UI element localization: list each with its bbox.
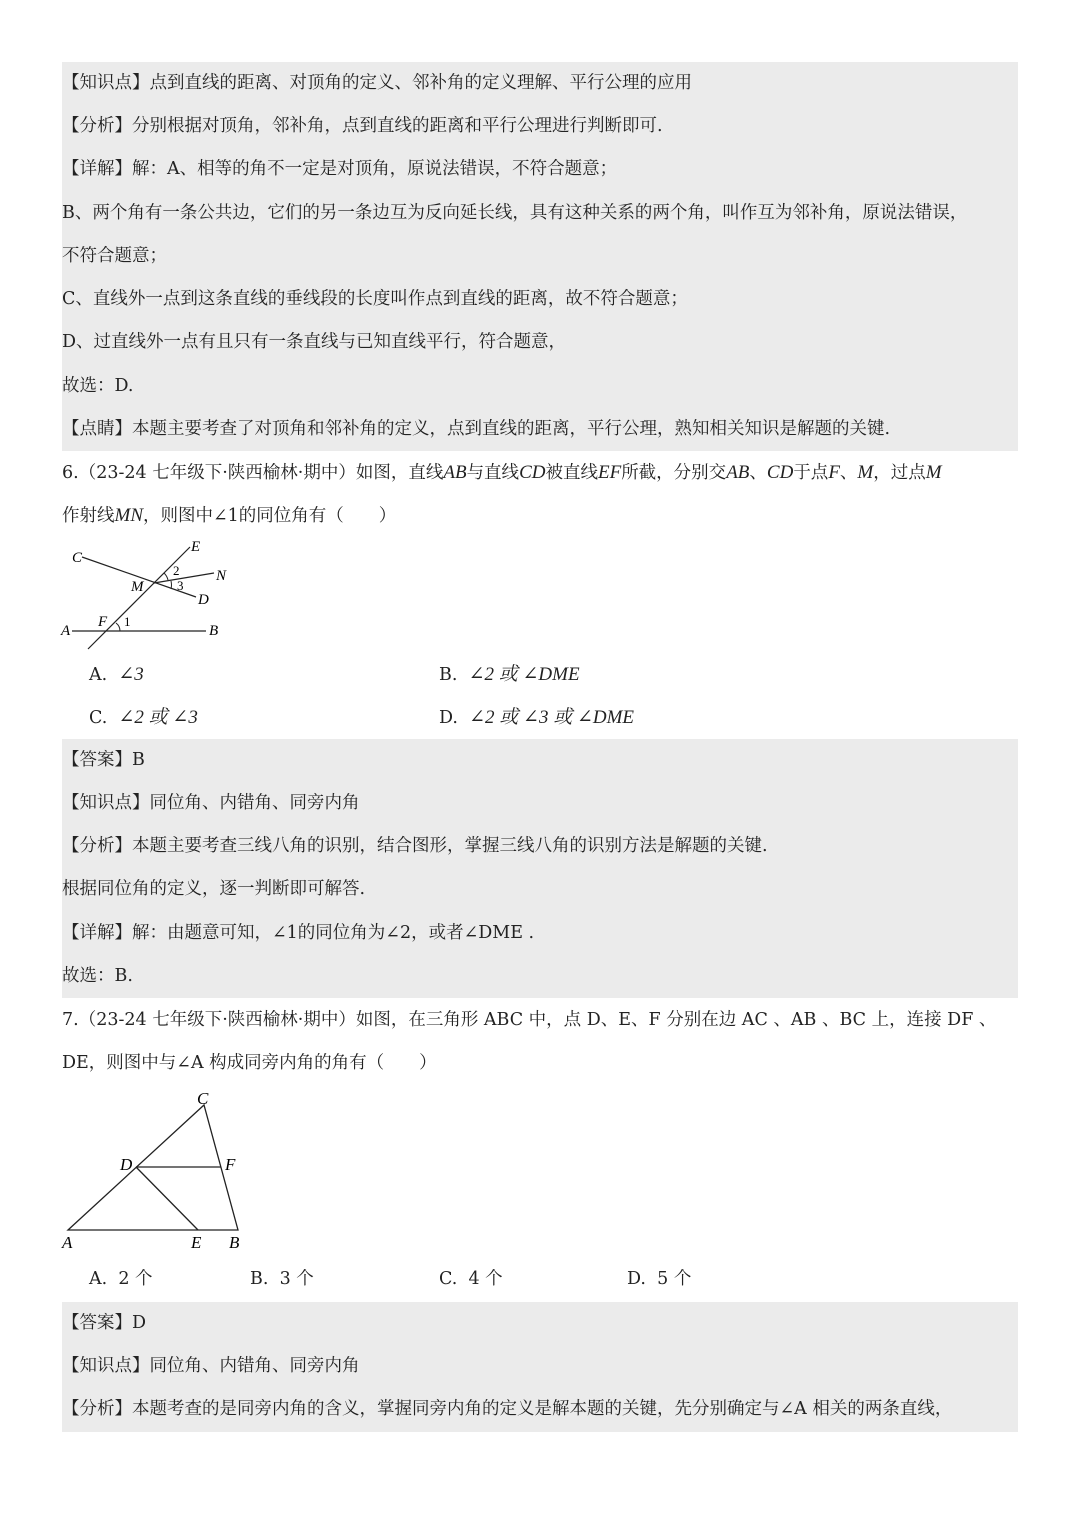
- label-a: A: [62, 1233, 73, 1252]
- segment-de: [136, 1167, 198, 1230]
- option-letter: B.: [439, 665, 458, 685]
- q6-stem-line-2: [62, 494, 1018, 537]
- option-text: ∠2 或 ∠3 或 ∠DME: [469, 707, 635, 728]
- label-angle-1: 1: [124, 614, 131, 629]
- q6-math-cd: CD: [766, 462, 794, 483]
- option-text: 3 个: [279, 1269, 314, 1289]
- q5-comment: 【点睛】本题主要考查了对顶角和邻补角的定义，点到直线的距离，平行公理，熟知相关知识是解题的关键.: [62, 419, 891, 439]
- q7-option-a[interactable]: [89, 1258, 153, 1301]
- q5-detail-3: 不符合题意；: [62, 246, 167, 266]
- option-letter: C.: [439, 1269, 458, 1289]
- q6-knowledge: 【知识点】同位角、内错角、同旁内角: [62, 793, 360, 813]
- q7-answer: 【答案】D: [62, 1313, 147, 1333]
- q6-figure: [58, 535, 238, 655]
- q6-math-f: F: [828, 462, 840, 483]
- option-text: 2 个: [118, 1269, 153, 1289]
- label-e: E: [191, 539, 201, 555]
- q6-text: 、: [749, 463, 767, 483]
- q6-answer: 【答案】B: [62, 750, 145, 770]
- label-n: N: [216, 568, 227, 584]
- q6-prefix: 6.（23-24 七年级下·陕西榆林·期中）如图，直线: [62, 463, 444, 483]
- q6-text: 被直线: [545, 463, 598, 483]
- option-text: 5 个: [657, 1269, 692, 1289]
- q6-analysis: 【分析】本题主要考查三线八角的识别，结合图形，掌握三线八角的识别方法是解题的关键.: [62, 836, 768, 856]
- q6-text: ，过点: [873, 463, 926, 483]
- q6-math-m: M: [925, 462, 942, 483]
- label-a: A: [61, 623, 71, 639]
- q5-knowledge: 【知识点】点到直线的距离、对顶角的定义、邻补角的定义理解、平行公理的应用: [62, 73, 692, 93]
- q5-detail-4: C、直线外一点到这条直线的垂线段的长度叫作点到直线的距离，故不符合题意；: [62, 289, 688, 309]
- label-b: B: [229, 1233, 240, 1252]
- option-text: ∠3: [118, 664, 144, 685]
- q5-choice: 故选：D.: [62, 376, 134, 396]
- label-e: E: [191, 1233, 202, 1252]
- q6-math-cd: CD: [519, 462, 546, 483]
- q6-math-ab: AB: [726, 462, 750, 483]
- label-angle-2: 2: [173, 563, 180, 578]
- q6-choice: 故选：B.: [62, 966, 133, 986]
- q6-math-ab: AB: [443, 462, 467, 483]
- label-m: M: [131, 579, 144, 595]
- angle-arc-1: [116, 623, 120, 631]
- q6-option-b[interactable]: [439, 653, 580, 696]
- option-letter: B.: [250, 1269, 269, 1289]
- q5-detail-5: D、过直线外一点有且只有一条直线与已知直线平行，符合题意，: [62, 332, 567, 352]
- label-b: B: [209, 623, 219, 639]
- q6-text: 于点: [793, 463, 829, 483]
- q5-analysis: 【分析】分别根据对顶角，邻补角，点到直线的距离和平行公理进行判断即可.: [62, 116, 663, 136]
- q7-option-d[interactable]: [627, 1258, 691, 1301]
- angle-arc-2: [164, 573, 168, 580]
- option-text: 4 个: [468, 1269, 503, 1289]
- q6-detail: 【详解】解：由题意可知，∠1的同位角为∠2，或者∠DME .: [62, 923, 535, 943]
- q7-analysis: 【分析】本题考查的是同旁内角的含义，掌握同旁内角的定义是解本题的关键，先分别确定与∠A 相关的两条直线，: [62, 1399, 953, 1419]
- q7-stem-line-2: DE，则图中与∠A 构成同旁内角的角有（ ）: [62, 1053, 437, 1073]
- q6-text: 作射线: [62, 506, 115, 526]
- q7-stem-line-1: 7.（23-24 七年级下·陕西榆林·期中）如图，在三角形 ABC 中，点 D、E、F 分别在边 AC 、AB 、BC 上，连接 DF 、: [62, 1010, 997, 1030]
- option-letter: A.: [89, 1269, 108, 1289]
- q6-math-m: M: [857, 462, 874, 483]
- q6-text: 与直线: [466, 463, 520, 483]
- q7-option-c[interactable]: [439, 1258, 503, 1301]
- option-text: ∠2 或 ∠3: [118, 707, 198, 728]
- q6-text: 、: [839, 463, 858, 483]
- q7-figure: [58, 1085, 258, 1255]
- label-d: D: [120, 1155, 133, 1174]
- label-angle-3: 3: [177, 578, 184, 593]
- option-letter: D.: [627, 1269, 646, 1289]
- q6-option-d[interactable]: [439, 696, 634, 739]
- q6-analysis-2: 根据同位角的定义，逐一判断即可解答.: [62, 879, 366, 899]
- q7-knowledge: 【知识点】同位角、内错角、同旁内角: [62, 1356, 360, 1376]
- q5-detail-2: B、两个角有一条公共边，它们的另一条边互为反向延长线，具有这种关系的两个角，叫作互为邻补角，原说法错误，: [62, 203, 968, 223]
- q5-detail-1: 【详解】解：A、相等的角不一定是对顶角，原说法错误，不符合题意；: [62, 159, 618, 179]
- label-c: C: [197, 1089, 209, 1108]
- q6-option-a[interactable]: [89, 653, 144, 696]
- q6-text: ，则图中∠1的同位角有（ ）: [143, 506, 397, 526]
- label-f: F: [98, 614, 108, 630]
- option-letter: A.: [89, 665, 108, 685]
- option-letter: D.: [439, 708, 458, 728]
- label-c: C: [72, 550, 83, 566]
- q6-text: 所截，分别交: [621, 463, 727, 483]
- q6-stem-line-1: [62, 451, 1018, 494]
- q6-math-ef: EF: [597, 462, 622, 483]
- q6-math-mn: MN: [114, 505, 143, 526]
- label-f: F: [225, 1155, 236, 1174]
- q6-option-c[interactable]: [89, 696, 198, 739]
- option-text: ∠2 或 ∠DME: [468, 664, 580, 685]
- label-d: D: [198, 592, 209, 608]
- option-letter: C.: [89, 708, 108, 728]
- q7-option-b[interactable]: [250, 1258, 314, 1301]
